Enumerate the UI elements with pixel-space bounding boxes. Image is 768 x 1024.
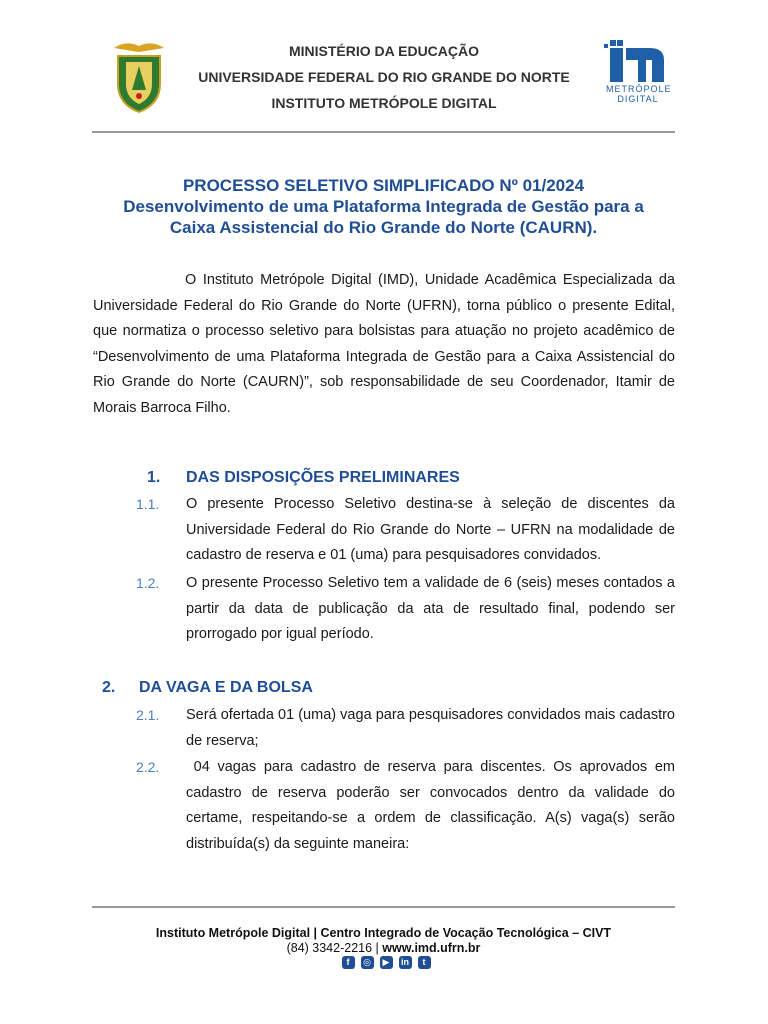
document-title <box>92 175 675 238</box>
item-1-1-number: 1.1. <box>136 496 160 512</box>
item-2-2-text: 04 vagas para cadastro de reserva para discentes. Os aprovados em cadastro de reserva poderão ser convocados dentro da validade do certame, respeitando-se a ordem de classificação. A(s) vaga(s) serão distribuída(s) da seguinte maneira: <box>186 759 680 852</box>
section-2-heading: DA VAGA E DA BOLSA <box>139 679 313 696</box>
title-line-3: Caixa Assistencial do Rio Grande do Norte (CAURN). <box>169 218 598 237</box>
footer-separator: | <box>372 941 383 955</box>
title-line-1: PROCESSO SELETIVO SIMPLIFICADO Nº 01/2024 <box>182 176 585 195</box>
item-2-1-text: Será ofertada 01 (uma) vaga para pesquisadores convidados mais cadastro de reserva; <box>186 707 675 749</box>
footer-phone: (84) 3342-2216 <box>286 941 373 955</box>
title-line-2: Desenvolvimento de uma Plataforma Integrada de Gestão para a <box>123 197 644 216</box>
instagram-icon[interactable]: ◎ <box>361 956 374 969</box>
intro-paragraph <box>93 268 675 422</box>
header-divider <box>92 131 675 133</box>
youtube-icon[interactable]: ▶ <box>380 956 393 969</box>
header-university: UNIVERSIDADE FEDERAL DO RIO GRANDE DO NORTE <box>198 69 570 85</box>
item-2-1-number: 2.1. <box>136 707 160 723</box>
facebook-icon[interactable]: f <box>342 956 355 969</box>
section-1-number: 1. <box>147 469 161 486</box>
header-institute: INSTITUTO METRÓPOLE DIGITAL <box>271 95 497 111</box>
item-1-1-text: O presente Processo Seletivo destina-se à seleção de discentes da Universidade Federal do Rio Grande do Norte – UFRN na modalidade de cadastro de reserva e 01 (uma) para pesquisadores convidados. <box>186 496 675 564</box>
section-1-heading: DAS DISPOSIÇÕES PRELIMINARES <box>186 469 460 486</box>
social-icons <box>336 956 436 972</box>
item-1-2-number: 1.2. <box>136 575 160 591</box>
footer-divider <box>92 906 675 908</box>
footer-institution: Instituto Metrópole Digital | Centro Integrado de Vocação Tecnológica – CIVT <box>155 926 612 940</box>
footer-contact <box>92 941 675 956</box>
footer-website-link[interactable]: www.imd.ufrn.br <box>382 941 481 955</box>
item-2-2-number: 2.2. <box>136 759 160 775</box>
header-ministry: MINISTÉRIO DA EDUCAÇÃO <box>288 43 480 59</box>
imd-logo-subtitle: METRÓPOLE DIGITAL <box>606 84 672 104</box>
section-2-number: 2. <box>102 679 116 696</box>
ufrn-coat-of-arms-logo <box>106 40 172 114</box>
linkedin-icon[interactable]: in <box>399 956 412 969</box>
item-1-2-text: O presente Processo Seletivo tem a validade de 6 (seis) meses contados a partir da data de publicação da ata de resultado final, podendo ser prorrogado por igual período. <box>186 575 675 643</box>
intro-text: O Instituto Metrópole Digital (IMD), Unidade Acadêmica Especializada da Universidade Federal do Rio Grande do Norte (UFRN), torna público o presente Edital, que normatiza o processo seletivo para bolsistas para atuação no projeto acadêmico de “Desenvolvimento de uma Plataforma Integrada de Gestão para a Caixa Assistencial do Rio Grande do Norte (CAURN)”, sob responsabilidade de seu Coordenador, Itamir de Morais Barroca Filho. <box>93 272 675 416</box>
twitter-icon[interactable]: t <box>418 956 431 969</box>
